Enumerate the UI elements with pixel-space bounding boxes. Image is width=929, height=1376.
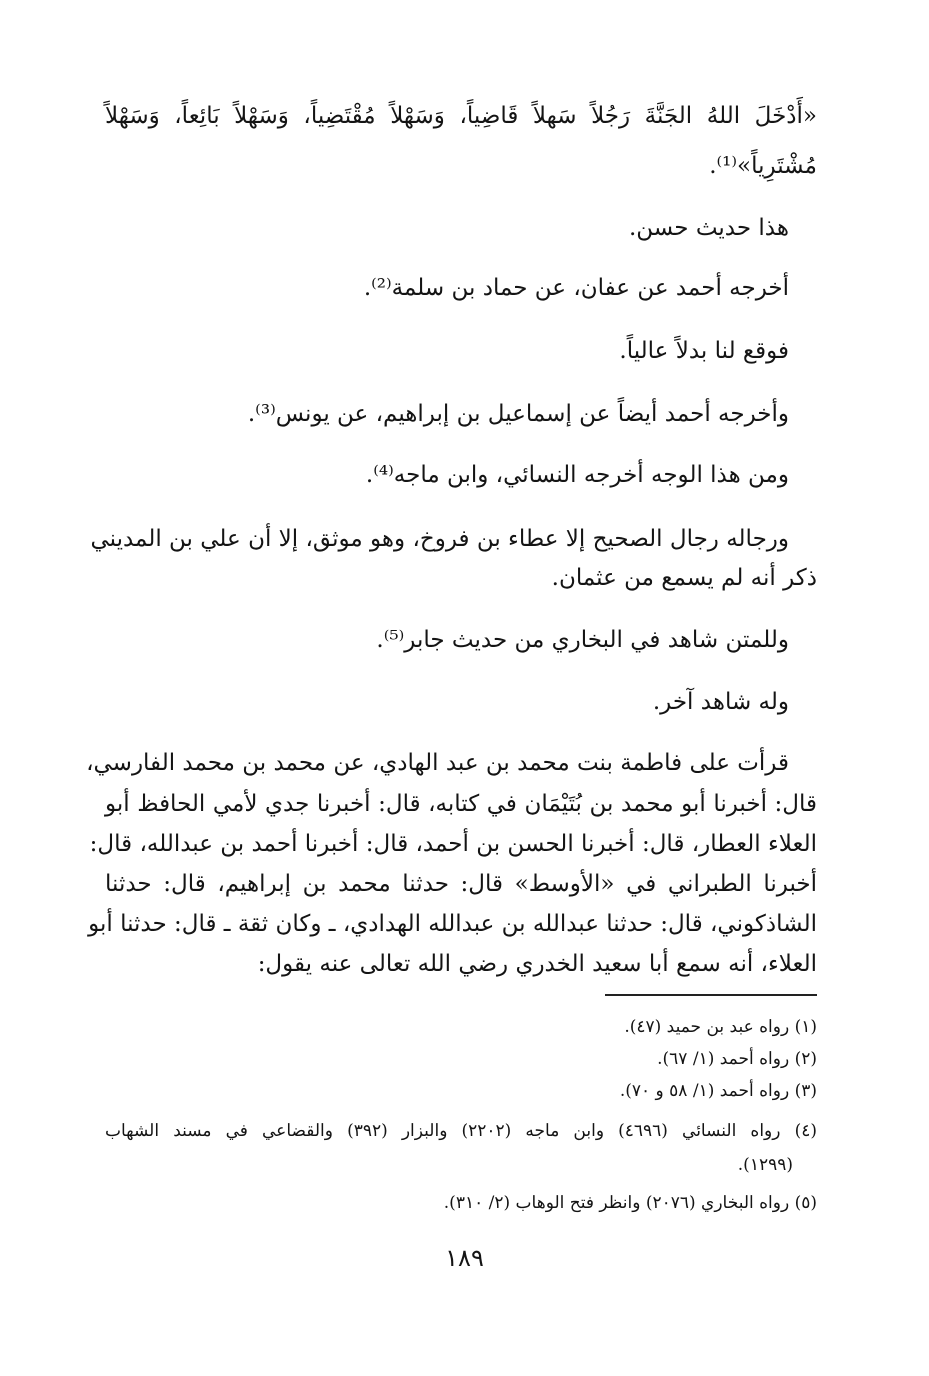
isnad-line-2: قال: أخبرنا أبو محمد بن بُتَيْمَان في كتابه، قال: أخبرنا جدي لأمي الحافظ أبو (105, 791, 817, 817)
paragraph-other-witness: وله شاهد آخر. (652, 689, 789, 715)
footnote-5: (٥) رواه البخاري (٢٠٧٦) وانظر فتح الوهاب (٢/ ٣١٠). (443, 1193, 817, 1213)
isnad-line-6: العلاء، أنه سمع أبا سعيد الخدري رضي الله تعالى عنه يقول: (257, 951, 817, 977)
isnad-line-1: قرأت على فاطمة بنت محمد بن عبد الهادي، عن محمد بن محمد الفارسي، (86, 750, 789, 776)
footnote-2: (٢) رواه أحمد (١/ ٦٧). (657, 1049, 817, 1069)
paragraph-badal: فوقع لنا بدلاً عالياً. (619, 338, 789, 364)
hadith-line-2: مُشْتَرِياً»⁽¹⁾. (709, 153, 817, 179)
paragraph-hadith-grade: هذا حديث حسن. (628, 215, 789, 241)
footnote-4-line-2: (١٢٩٩). (737, 1155, 793, 1175)
isnad-line-5: الشاذكوني، قال: حدثنا عبدالله بن عبدالله الهدادي، ـ وكان ثقة ـ قال: حدثنا أبو (88, 911, 817, 937)
paragraph-nasai-ibnmajah: ومن هذا الوجه أخرجه النسائي، وابن ماجه⁽⁴⁾. (365, 462, 789, 488)
hadith-line-1: «أَدْخَلَ اللهُ الجَنَّةَ رَجُلاً سَهلاً قَاضِياً، وَسَهْلاً مُقْتَضِياً، وَسَهْلاً بَائِعاً، وَسَهْلاً (105, 103, 817, 129)
paragraph-rijal-line-2: ذكر أنه لم يسمع من عثمان. (551, 565, 817, 591)
isnad-line-4: أخبرنا الطبراني في «الأوسط» قال: حدثنا محمد بن إبراهيم، قال: حدثنا (105, 871, 817, 897)
paragraph-ahmad-affan: أخرجه أحمد عن عفان، عن حماد بن سلمة⁽²⁾. (363, 275, 789, 301)
paragraph-bukhari-witness: وللمتن شاهد في البخاري من حديث جابر⁽⁵⁾. (376, 627, 789, 653)
isnad-line-3: العلاء العطار، قال: أخبرنا الحسن بن أحمد، قال: أخبرنا أحمد بن عبدالله، قال: (89, 831, 817, 857)
footnote-separator (605, 994, 817, 996)
paragraph-ahmad-ismail: وأخرجه أحمد أيضاً عن إسماعيل بن إبراهيم، عن يونس⁽³⁾. (247, 401, 789, 427)
footnote-1: (١) رواه عبد بن حميد (٤٧). (624, 1017, 817, 1037)
page-number: ١٨٩ (445, 1244, 484, 1272)
footnote-3: (٣) رواه أحمد (١/ ٥٨ و ٧٠). (619, 1081, 817, 1101)
footnote-4-line-1: (٤) رواه النسائي (٤٦٩٦) وابن ماجه (٢٢٠٢) والبزار (٣٩٢) والقضاعي في مسند الشهاب (105, 1121, 817, 1141)
paragraph-rijal-line-1: ورجاله رجال الصحيح إلا عطاء بن فروخ، وهو موثق، إلا أن علي بن المديني (90, 526, 789, 552)
